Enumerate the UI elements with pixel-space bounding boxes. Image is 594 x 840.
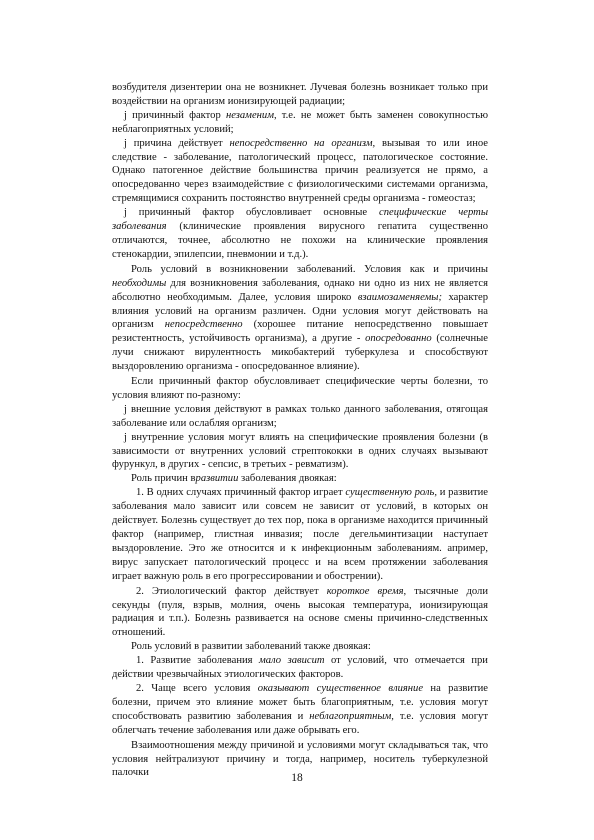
- emphasis: неблагоприятным,: [309, 710, 394, 722]
- emphasis: специфические черты заболевания: [112, 207, 488, 233]
- text-run: т.е. условия могут облегчать течение заболевания или даже обрывать его.: [112, 710, 488, 736]
- emphasis: опосредованно: [365, 333, 432, 345]
- text-run: Роль причин в: [131, 473, 196, 485]
- emphasis: незаменим: [225, 109, 274, 121]
- text-run: заболевания двоякая:: [238, 473, 337, 485]
- bullet-paragraph: j внешние условия действуют в рамках только данного заболевания, отягощая заболевание или ослабляя организм;: [112, 403, 488, 429]
- text-run: 1. Развитие заболевания: [136, 655, 259, 667]
- text-run: Роль условий в возникновении заболеваний. Условия как и причины: [131, 263, 488, 275]
- text-run: j причинный фактор обусловливает основные: [124, 207, 379, 219]
- text-run: вызывая то или иное следствие - заболевание, патологический процесс, патологическое состояние. Однако патогенное действие большинства причин реализуется не прямо, а опосредованно через взаимодействие с физиологическими системами организма, стремящимися сохранить постоянство внутренней среды организма - гомеостаз;: [112, 137, 488, 205]
- text-run: для возникновения заболевания, однако ни одно из них не является абсолютно необходимым. Далее, условия широко: [112, 277, 488, 303]
- emphasis: необходимы: [112, 277, 167, 289]
- bullet-paragraph: [112, 109, 488, 137]
- emphasis: непосредственно: [164, 319, 243, 331]
- emphasis: непосредственно на организм,: [229, 137, 376, 149]
- text-run: 2. Этиологический фактор действует: [136, 585, 327, 597]
- emphasis: развитии: [195, 473, 239, 485]
- text-run: , тысячные доли секунды (пуля, взрыв, молния, очень высокая температура, ионизирующая радиация и т.п.). Болезнь развивается на основе смены причинно-следственных отношений.: [112, 585, 489, 639]
- text-run: на развитие болезни, причем это влияние может быть благоприятным, т.е. условия могут способствовать развитию заболевания и: [112, 682, 488, 722]
- page-number: 18: [291, 772, 303, 784]
- emphasis: взаимозаменяемы;: [357, 291, 442, 303]
- paragraph: Взаимоотношения между причиной и условиями могут складываться так, что условия нейтрализуют причину и тогда, например, носитель туберкулезной палочки: [112, 739, 488, 779]
- numbered-paragraph: [112, 654, 488, 682]
- emphasis: мало зависит: [259, 655, 325, 667]
- paragraph: Роль условий в развитии заболеваний также двоякая:: [131, 641, 371, 653]
- text-run: (солнечные лучи снижают вирулентность микобактерий туберкулеза и способствуют выздоровлению организма - опосредованное влияние).: [112, 333, 488, 373]
- paragraph: Если причинный фактор обусловливает специфические черты болезни, то условия влияют по-разному:: [112, 376, 488, 401]
- text-run: 2. Чаще всего условия: [136, 682, 258, 694]
- emphasis: оказывают существенное влияние: [257, 682, 424, 694]
- text-run: характер влияния условий на организм различен. Одни условия могут действовать на организм: [112, 291, 488, 331]
- text-run: j причинный фактор: [124, 109, 226, 121]
- bullet-paragraph: [112, 206, 488, 262]
- paragraph: возбудителя дизентерии она не возникнет. Лучевая болезнь возникает только при воздействии на организм ионизирующей радиации;: [112, 82, 488, 107]
- text-run: (клинические проявления вирусного гепатита существенно отличаются, точнее, абсолютно не похожи на клинические проявления стенокардии, эпилепсии, пневмонии и т.д.).: [112, 221, 488, 260]
- text-run: (хорошее питание непосредственно повышает резистентность, устойчивость организма), а другие -: [112, 319, 488, 345]
- text-run: 1. В одних случаях причинный фактор играет: [136, 487, 346, 499]
- paragraph: [112, 472, 488, 486]
- paragraph: [112, 263, 488, 374]
- body-text: [112, 81, 488, 780]
- emphasis: короткое время: [326, 585, 404, 597]
- text-run: , т.е. не может быть заменен совокупностью неблагоприятных условий;: [112, 109, 488, 135]
- numbered-paragraph: [112, 585, 488, 641]
- numbered-paragraph: [112, 486, 488, 583]
- numbered-paragraph: [112, 682, 488, 738]
- text-run: j причина действует: [124, 137, 230, 149]
- bullet-paragraph: [112, 137, 488, 207]
- bullet-paragraph: j внутренние условия могут влиять на специфические проявления болезни (в зависимости от внутренних условий стрептококки в одних случаях вызывают фурункул, в других - сепсис, в третьих - ревматизм).: [112, 431, 488, 471]
- text-run: и развитие заболевания мало зависит или совсем не зависит от условий, в которых он действует. Болезнь существует до тех пор, пока в организме находится причинный фактор (например, глистная инвазия; после дегельминтизации наступает выздоровление. Это же относится и к инфекционным заболеваниям. апример, вирус запускает патологический процесс и на всем протяжении заболевания играет важную роль в его прогрессировании и обострении).: [112, 487, 488, 582]
- text-run: от условий, что отмечается при действии чрезвычайных этиологических факторов.: [112, 655, 488, 681]
- emphasis: существенную роль,: [345, 487, 438, 499]
